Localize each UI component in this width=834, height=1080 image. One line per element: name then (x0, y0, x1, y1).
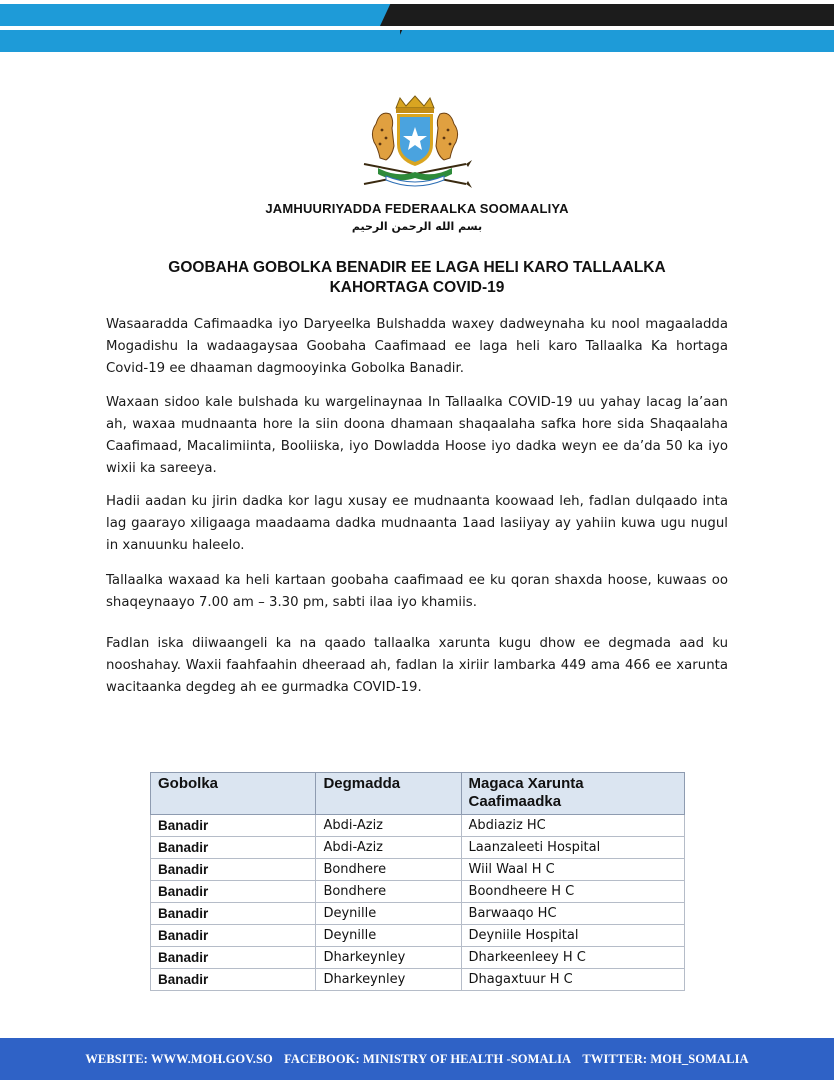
somalia-coat-of-arms-icon (356, 94, 474, 194)
table-row (151, 903, 685, 925)
cell-region: Banadir (151, 903, 316, 925)
cell-region: Banadir (151, 925, 316, 947)
cell-region: Banadir (151, 837, 316, 859)
cell-facility: Dhagaxtuur H C (461, 969, 684, 991)
paragraph-contact: Fadlan iska diiwaangeli ka na qaado tallaalka xarunta kugu dhow ee degmada aad ku nooshahay. Waxii faahfaahin dheeraad ah, fadlan la xiriir lambarka 449 ama 466 ee xarunta wacitaanka degdeg ah ee gurmadka COVID-19. (106, 636, 728, 695)
title-line-2: KAHORTAGA COVID-19 (329, 279, 505, 296)
footer-contact-bar (0, 1038, 834, 1080)
table-row (151, 837, 685, 859)
country-name: JAMHUURIYADDA FEDERAALKA SOOMAALIYA (265, 201, 569, 216)
cell-district: Dharkeynley (316, 969, 461, 991)
lower-bar-blue-segment (0, 30, 400, 52)
top-bar-upper (0, 4, 834, 26)
upper-bar-dark-segment (380, 4, 834, 26)
upper-bar-blue-segment (0, 4, 392, 26)
cell-region: Banadir (151, 881, 316, 903)
cell-facility: Dharkeenleey H C (461, 947, 684, 969)
cell-region: Banadir (151, 815, 316, 837)
footer-twitter[interactable]: TWITTER: MOH_SOMALIA (582, 1052, 749, 1066)
table-row (151, 815, 685, 837)
cell-district: Dharkeynley (316, 947, 461, 969)
vaccination-sites-table (150, 772, 685, 991)
cell-facility: Barwaaqo HC (461, 903, 684, 925)
paragraph-priority: Hadii aadan ku jirin dadka kor lagu xusay ee mudnaanta koowaad leh, fadlan dulqaado inta lag gaarayo xiligaaga maadaama dadka mudnaanta 1aad lasiiyay ay yahiin kuwa ugu nugul in xanuunku haleelo. (106, 494, 728, 553)
footer-website[interactable]: WEBSITE: WWW.MOH.GOV.SO (85, 1052, 273, 1066)
top-decorative-bars (0, 0, 834, 57)
bismillah-text: بسم الله الرحمن الرحيم (351, 220, 483, 233)
lower-bar-blue-extension (392, 30, 834, 52)
cell-district: Abdi-Aziz (316, 815, 461, 837)
table-header-row (151, 773, 685, 815)
cell-district: Bondhere (316, 881, 461, 903)
table-row (151, 925, 685, 947)
paragraph-hours: Tallaalka waxaad ka heli kartaan goobaha caafimaad ee ku qoran shaxda hoose, kuwaas oo shaqeynaayo 7.00 am – 3.30 pm, sabti ilaa iyo khamiis. (106, 573, 728, 610)
table-row (151, 947, 685, 969)
cell-district: Abdi-Aziz (316, 837, 461, 859)
paragraph-intro: Wasaaradda Cafimaadka iyo Daryeelka Bulshadda waxey dadweynaha ku nool magaaladda Mogadishu la wadaagaysaa Goobaha Caafimaad ee laga heli karo Tallaalka Ka hortaga Covid-19 ee dhaaman dagmooyinka Gobolka Banadir. (106, 317, 728, 376)
cell-facility: Wiil Waal H C (461, 859, 684, 881)
cell-district: Deynille (316, 925, 461, 947)
header-xarunta: Magaca Xarunta Caafimaadka (461, 773, 684, 815)
table-row (151, 881, 685, 903)
cell-district: Bondhere (316, 859, 461, 881)
cell-facility: Deyniile Hospital (461, 925, 684, 947)
cell-facility: Abdiaziz HC (461, 815, 684, 837)
cell-facility: Laanzaleeti Hospital (461, 837, 684, 859)
footer-facebook[interactable]: FACEBOOK: MINISTRY OF HEALTH -SOMALIA (284, 1052, 572, 1066)
cell-district: Deynille (316, 903, 461, 925)
cell-region: Banadir (151, 969, 316, 991)
cell-region: Banadir (151, 859, 316, 881)
header-degmadda: Degmadda (316, 773, 461, 815)
cell-facility: Boondheere H C (461, 881, 684, 903)
title-line-1: GOOBAHA GOBOLKA BENADIR EE LAGA HELI KARO TALLAALKA (168, 259, 666, 276)
paragraph-free-vaccine: Waxaan sidoo kale bulshada ku wargelinaynaa In Tallaalka COVID-19 uu yahay lacag la’aan ah, waxaa mudnaanta hore la siin doona dhamaan shaqaalaha safka hore sida Shaqaalaha Caafimaad, Macalimiinta, Booliiska, iyo Dowladda Hoose iyo dadka weyn ee da’da 50 ka iyo wixii ka sareeya. (106, 395, 728, 476)
page-title (0, 258, 834, 298)
cell-region: Banadir (151, 947, 316, 969)
table-row (151, 859, 685, 881)
top-bar-lower (0, 30, 834, 52)
table-row (151, 969, 685, 991)
header-gobolka: Gobolka (151, 773, 316, 815)
